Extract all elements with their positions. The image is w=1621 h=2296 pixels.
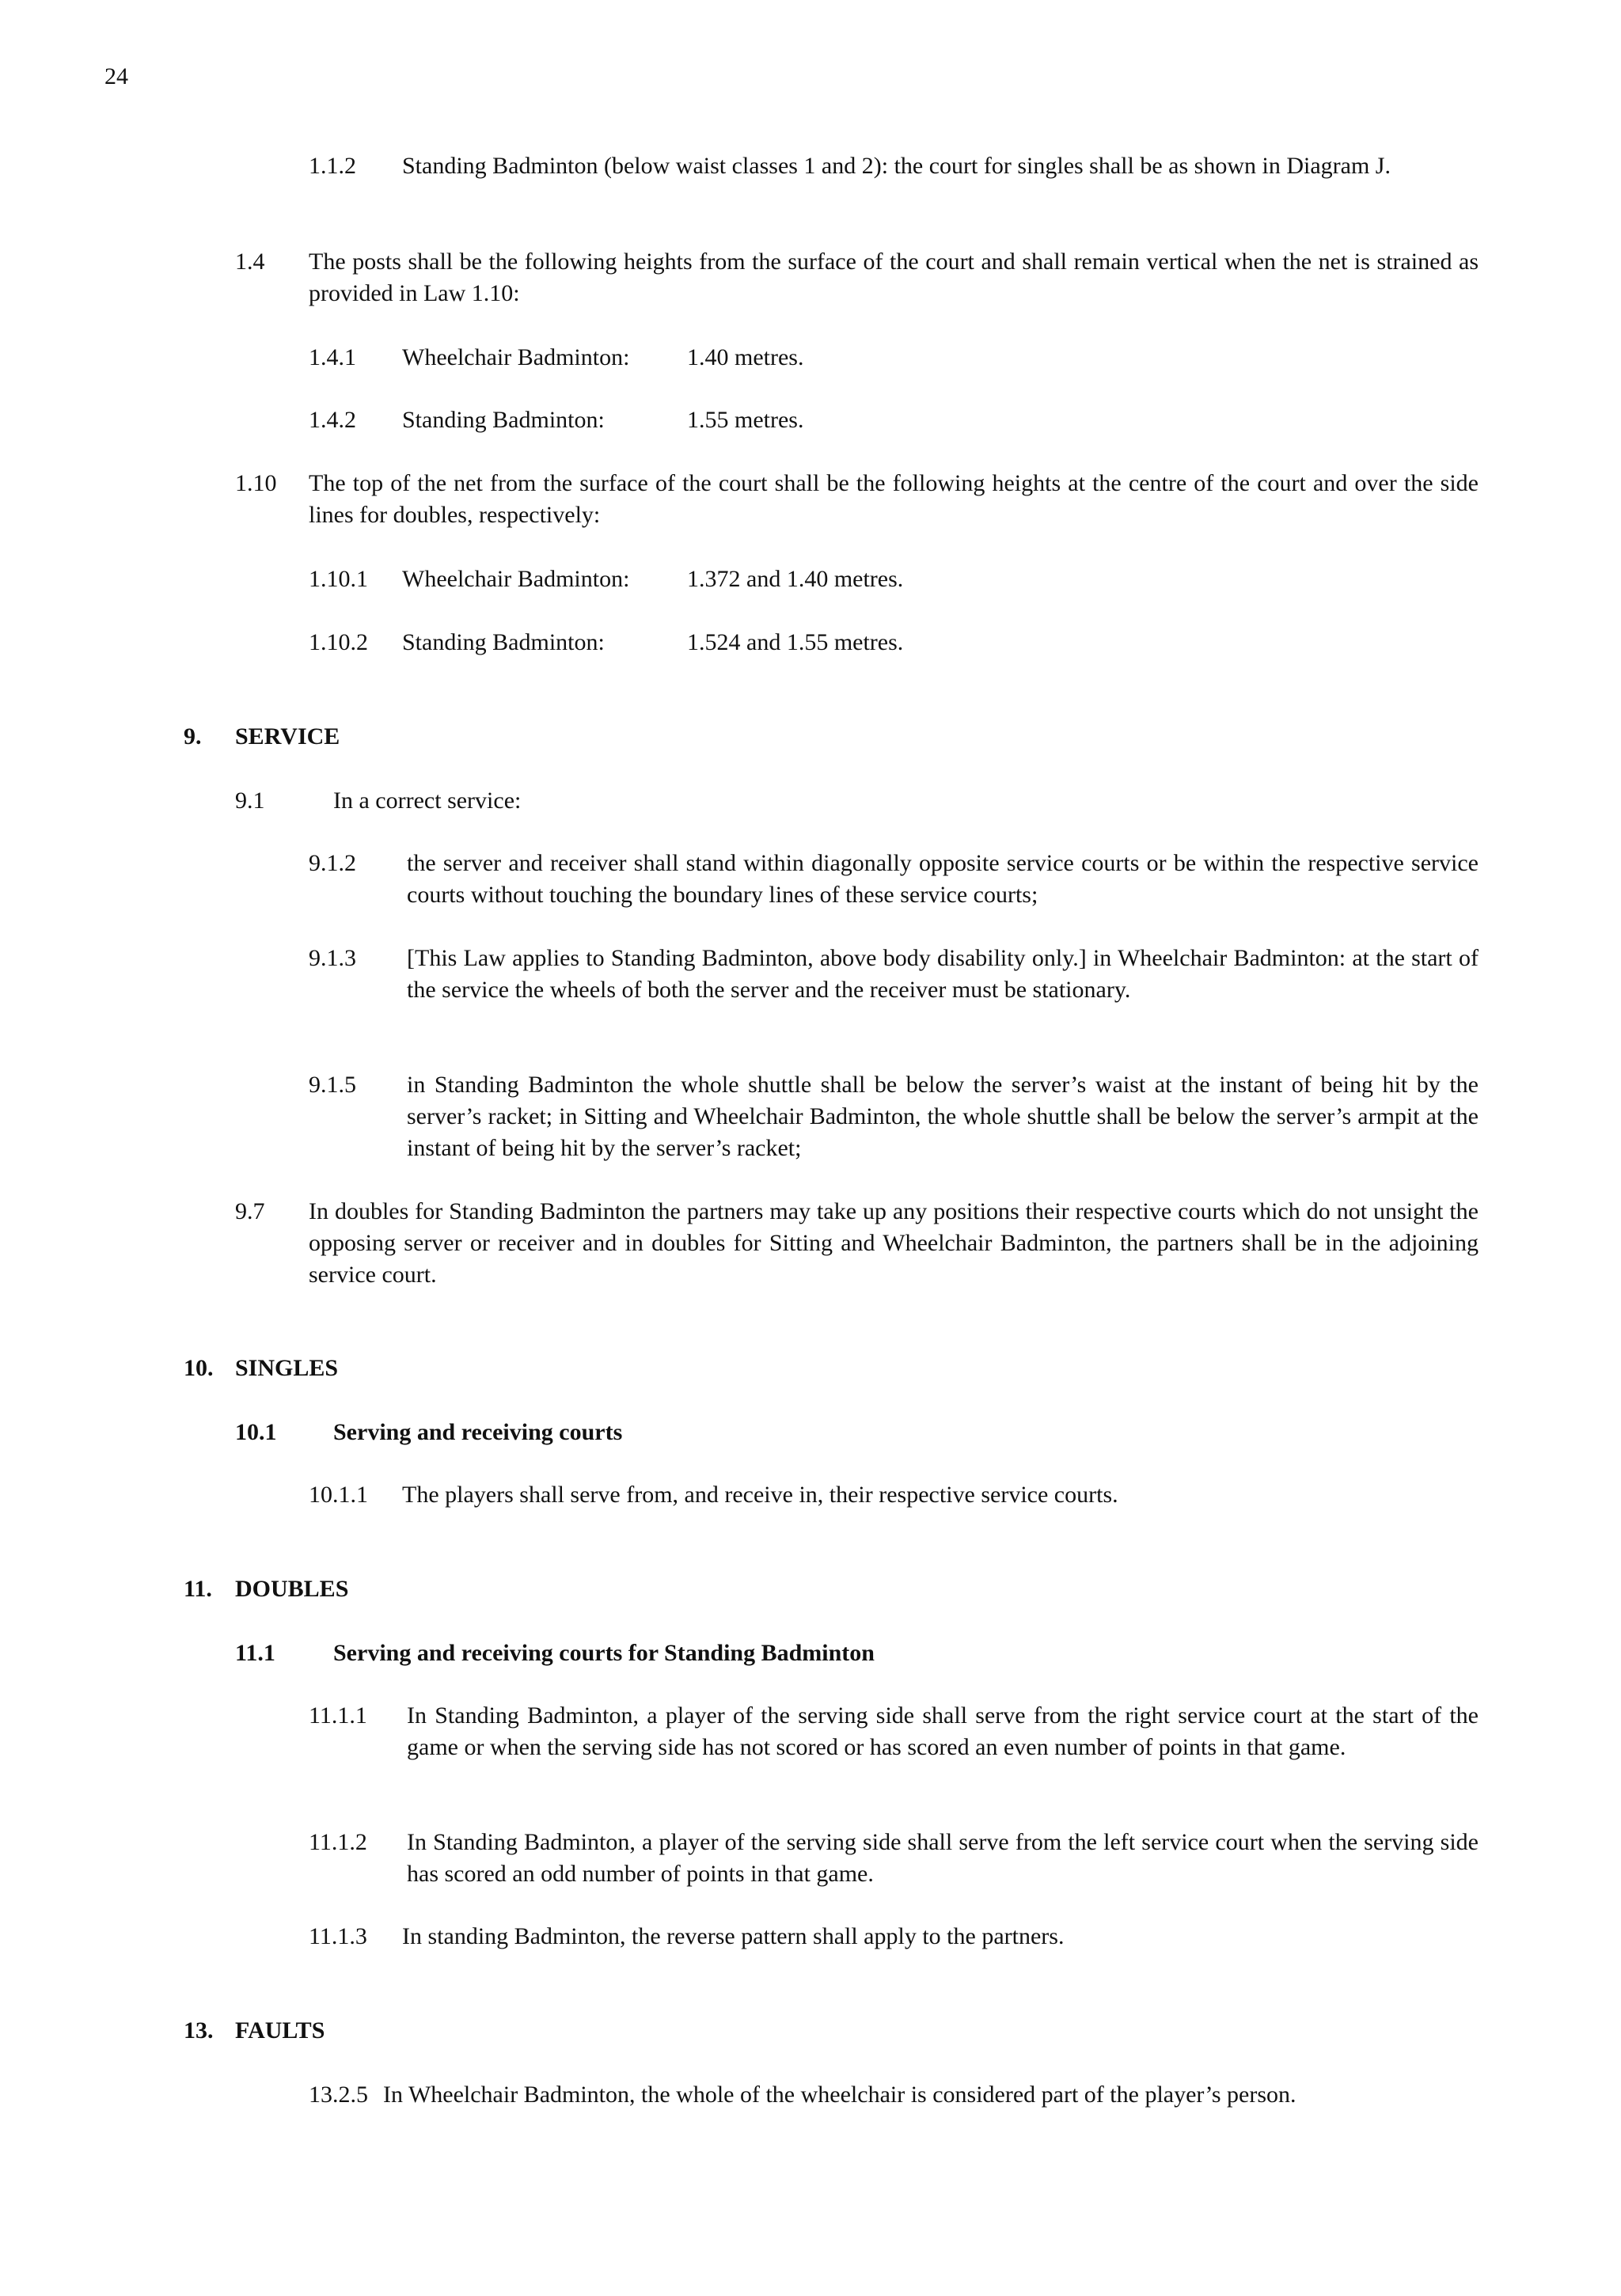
- clause-number: 1.10.2: [309, 629, 368, 655]
- clause-number: 1.4: [235, 249, 265, 275]
- clause-number: 1.10: [235, 470, 277, 496]
- clause-value: 1.40 metres.: [687, 344, 804, 370]
- clause-number: 9.1.3: [309, 945, 356, 971]
- clause-text: In Standing Badminton, a player of the serving side shall serve from the left service court when the serving side has scored an odd number of points in that game.: [407, 1829, 1479, 1887]
- subsection-number: 10.1: [235, 1419, 277, 1445]
- clause-text: the server and receiver shall stand within diagonally opposite service courts or be within the respective service courts without touching the boundary lines of these service courts;: [407, 850, 1479, 908]
- subsection-number: 11.1: [235, 1640, 275, 1666]
- clause-text: In Wheelchair Badminton, the whole of the wheelchair is considered part of the player’s person.: [383, 2082, 1296, 2108]
- section-heading: SERVICE: [235, 723, 340, 750]
- clause-value: 1.524 and 1.55 metres.: [687, 629, 904, 655]
- clause-label: Wheelchair Badminton:: [402, 566, 630, 592]
- clause-number: 9.7: [235, 1198, 265, 1224]
- section-number: 13.: [184, 2017, 214, 2044]
- clause-label: Standing Badminton:: [402, 629, 605, 655]
- clause-label: Wheelchair Badminton:: [402, 344, 630, 370]
- section-number: 10.: [184, 1355, 214, 1381]
- clause-number: 11.1.1: [309, 1702, 367, 1729]
- clause-number: 1.4.2: [309, 407, 356, 433]
- clause-text: The top of the net from the surface of the court shall be the following heights at the centre of the court and over the side lines for doubles, respectively:: [309, 470, 1479, 528]
- clause-number: 1.1.2: [309, 153, 356, 179]
- clause-value: 1.372 and 1.40 metres.: [687, 566, 904, 592]
- clause-number: 10.1.1: [309, 1482, 368, 1508]
- clause-number: 9.1.5: [309, 1072, 356, 1098]
- section-number: 11.: [184, 1576, 212, 1602]
- clause-value: 1.55 metres.: [687, 407, 804, 433]
- page-number: 24: [104, 63, 128, 89]
- section-number: 9.: [184, 723, 202, 750]
- section-heading: SINGLES: [235, 1355, 339, 1381]
- clause-text: In doubles for Standing Badminton the partners may take up any positions their respective courts which do not unsight the opposing server or receiver and in doubles for Sitting and Wheelchair Badminton, the partners shall be in the adjoining service court.: [309, 1198, 1479, 1288]
- subsection-heading: Serving and receiving courts for Standing Badminton: [333, 1640, 875, 1666]
- clause-number: 1.4.1: [309, 344, 356, 370]
- clause-number: 9.1: [235, 787, 265, 814]
- section-heading: FAULTS: [235, 2017, 325, 2044]
- clause-text: [This Law applies to Standing Badminton, above body disability only.] in Wheelchair Badminton: at the start of the service the wheels of both the server and the receiver must be stationary.: [407, 945, 1479, 1003]
- section-heading: DOUBLES: [235, 1576, 349, 1602]
- clause-number: 13.2.5: [309, 2082, 368, 2108]
- clause-text: The players shall serve from, and receive in, their respective service courts.: [402, 1482, 1118, 1508]
- clause-label: Standing Badminton:: [402, 407, 605, 433]
- subsection-heading: Serving and receiving courts: [333, 1419, 623, 1445]
- clause-number: 11.1.3: [309, 1923, 367, 1949]
- clause-number: 9.1.2: [309, 850, 356, 876]
- clause-number: 11.1.2: [309, 1829, 367, 1855]
- clause-text: In a correct service:: [333, 787, 522, 814]
- clause-text: The posts shall be the following heights from the surface of the court and shall remain vertical when the net is strained as provided in Law 1.10:: [309, 249, 1479, 306]
- clause-text: In standing Badminton, the reverse pattern shall apply to the partners.: [402, 1923, 1065, 1949]
- clause-text: Standing Badminton (below waist classes 1 and 2): the court for singles shall be as shown in Diagram J.: [402, 153, 1391, 179]
- clause-text: In Standing Badminton, a player of the serving side shall serve from the right service court at the start of the game or when the serving side has not scored or has scored an even number of points in that game.: [407, 1702, 1479, 1760]
- clause-text: in Standing Badminton the whole shuttle shall be below the server’s waist at the instant of being hit by the server’s racket; in Sitting and Wheelchair Badminton, the whole shuttle shall be below the server’s armpit at the instant of being hit by the server’s racket;: [407, 1072, 1479, 1161]
- clause-number: 1.10.1: [309, 566, 368, 592]
